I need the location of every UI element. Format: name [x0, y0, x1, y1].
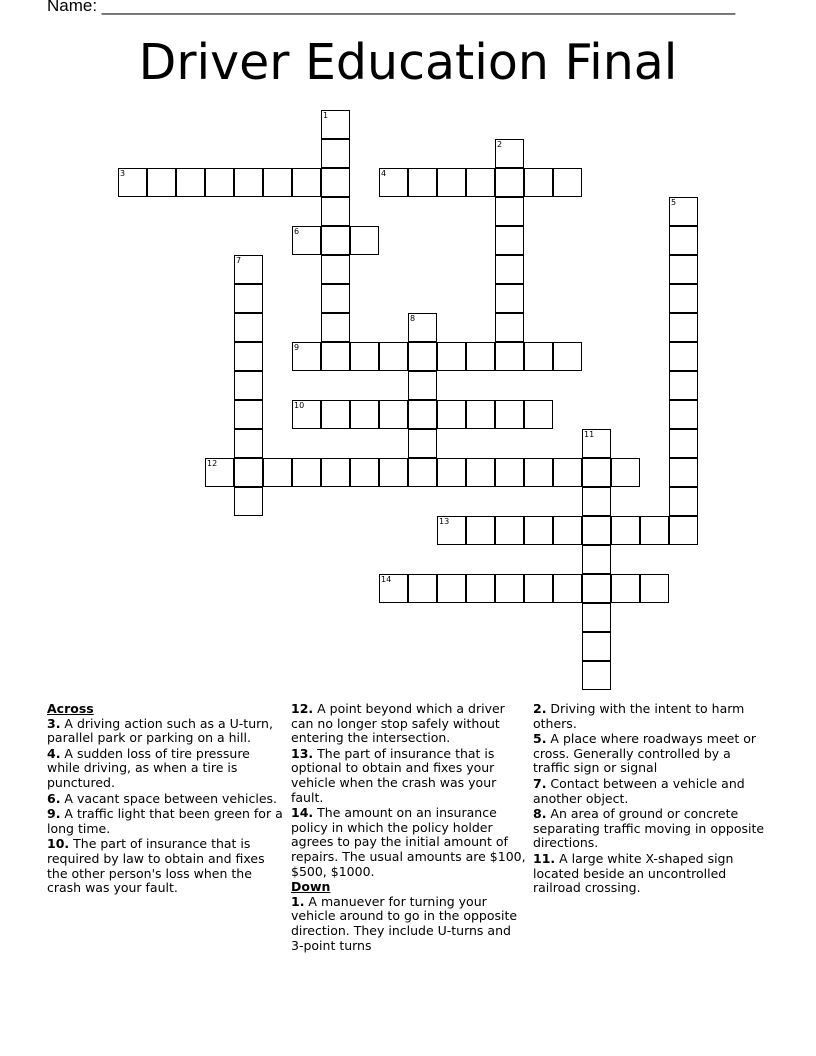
clue-down-11 — [533, 852, 769, 896]
crossword-cell[interactable] — [553, 342, 582, 371]
crossword-cell[interactable] — [408, 458, 437, 487]
crossword-cell[interactable] — [669, 197, 698, 226]
cell-number: 10 — [294, 401, 305, 410]
clue-number: 5. — [533, 731, 547, 747]
crossword-cell[interactable] — [350, 400, 379, 429]
crossword-cell[interactable] — [234, 400, 263, 429]
clue-text: A large white X-shaped sign located beside an uncontrolled railroad crossing. — [533, 850, 734, 896]
clue-down-8 — [533, 807, 769, 851]
crossword-cell[interactable] — [408, 313, 437, 342]
clue-text: Contact between a vehicle and another object. — [533, 775, 745, 806]
crossword-cell[interactable] — [669, 313, 698, 342]
cell-number: 4 — [381, 169, 387, 178]
crossword-cell[interactable] — [321, 110, 350, 139]
clue-text: A sudden loss of tire pressure while driving, as when a tire is punctured. — [47, 745, 250, 790]
crossword-cell[interactable] — [582, 632, 611, 661]
crossword-cell[interactable] — [495, 574, 524, 603]
crossword-cell[interactable] — [437, 458, 466, 487]
clue-text: A driving action such as a U-turn, parallel park or parking on a hill. — [47, 715, 273, 746]
crossword-cell[interactable] — [321, 400, 350, 429]
cell-number: 13 — [439, 517, 450, 526]
crossword-cell[interactable] — [582, 545, 611, 574]
crossword-cell[interactable] — [524, 574, 553, 603]
crossword-cell[interactable] — [669, 458, 698, 487]
crossword-cell[interactable] — [408, 400, 437, 429]
crossword-cell[interactable] — [495, 139, 524, 168]
crossword-cell[interactable] — [234, 429, 263, 458]
crossword-cell[interactable] — [292, 226, 321, 255]
crossword-cell[interactable] — [234, 342, 263, 371]
crossword-cell[interactable] — [495, 313, 524, 342]
crossword-cell[interactable] — [437, 168, 466, 197]
crossword-cell[interactable] — [669, 342, 698, 371]
clue-number: 10. — [47, 836, 70, 852]
crossword-cell[interactable] — [205, 168, 234, 197]
crossword-cell[interactable] — [292, 458, 321, 487]
crossword-cell[interactable] — [495, 255, 524, 284]
crossword-cell[interactable] — [669, 429, 698, 458]
crossword-cell[interactable] — [524, 400, 553, 429]
crossword-cell[interactable] — [669, 255, 698, 284]
crossword-cell[interactable] — [263, 168, 292, 197]
crossword-cell[interactable] — [669, 226, 698, 255]
crossword-cell[interactable] — [321, 284, 350, 313]
crossword-cell[interactable] — [350, 458, 379, 487]
clue-across-4 — [47, 747, 283, 791]
crossword-cell[interactable] — [611, 516, 640, 545]
crossword-cell[interactable] — [495, 168, 524, 197]
cell-number: 5 — [671, 198, 677, 207]
crossword-cell[interactable] — [321, 458, 350, 487]
cell-number: 7 — [236, 256, 242, 265]
crossword-cell[interactable] — [234, 255, 263, 284]
clue-text: A manuever for turning your vehicle around to go in the opposite direction. They include U-turns and 3-point turns — [291, 893, 518, 953]
crossword-cell[interactable] — [582, 487, 611, 516]
crossword-cell[interactable] — [408, 371, 437, 400]
clue-number: 8. — [533, 806, 547, 822]
crossword-cell[interactable] — [292, 400, 321, 429]
clue-text: Driving with the intent to harm others. — [533, 701, 745, 731]
crossword-cell[interactable] — [350, 342, 379, 371]
clue-number: 14. — [291, 805, 314, 821]
crossword-cell[interactable] — [495, 458, 524, 487]
crossword-cell[interactable] — [669, 516, 698, 545]
crossword-cell[interactable] — [495, 342, 524, 371]
crossword-cell[interactable] — [234, 487, 263, 516]
crossword-cell[interactable] — [553, 168, 582, 197]
crossword-cell[interactable] — [321, 197, 350, 226]
clue-column-3 — [533, 702, 769, 897]
crossword-cell[interactable] — [437, 574, 466, 603]
clue-text: An area of ground or concrete separating traffic moving in opposite directions. — [533, 806, 765, 851]
clue-column-2 — [291, 702, 527, 954]
crossword-cell[interactable] — [524, 458, 553, 487]
crossword-cell[interactable] — [234, 313, 263, 342]
clue-number: 9. — [47, 806, 61, 822]
clue-number: 4. — [47, 745, 61, 761]
cell-number: 9 — [294, 343, 300, 352]
clue-across-13 — [291, 747, 527, 805]
crossword-cell[interactable] — [640, 516, 669, 545]
crossword-cell[interactable] — [466, 168, 495, 197]
crossword-cell[interactable] — [582, 429, 611, 458]
across-heading: Across — [47, 701, 94, 716]
clue-down-7 — [533, 777, 769, 806]
clue-text: The part of insurance that is required by law to obtain and fixes the other person's loss when the crash was your fault. — [47, 836, 265, 896]
crossword-cell[interactable] — [466, 400, 495, 429]
crossword-cell[interactable] — [669, 400, 698, 429]
crossword-cell[interactable] — [611, 458, 640, 487]
crossword-cell[interactable] — [553, 458, 582, 487]
crossword-cell[interactable] — [495, 284, 524, 313]
clue-text: A point beyond which a driver can no longer stop safely without entering the intersection. — [291, 701, 505, 746]
crossword-cell[interactable] — [408, 342, 437, 371]
crossword-cell[interactable] — [408, 429, 437, 458]
clue-number: 6. — [47, 790, 61, 806]
cell-number: 2 — [497, 140, 503, 149]
crossword-cell[interactable] — [495, 197, 524, 226]
clue-across-14 — [291, 806, 527, 879]
name-label: Name: — [47, 0, 102, 15]
clue-number: 2. — [533, 701, 547, 716]
cell-number: 8 — [410, 314, 416, 323]
crossword-cell[interactable] — [495, 516, 524, 545]
crossword-cell[interactable] — [553, 516, 582, 545]
crossword-cell[interactable] — [118, 168, 147, 197]
crossword-cell[interactable] — [234, 168, 263, 197]
crossword-cell[interactable] — [234, 458, 263, 487]
cell-number: 12 — [207, 459, 218, 468]
crossword-cell[interactable] — [437, 342, 466, 371]
cell-number: 1 — [323, 111, 329, 120]
crossword-cell[interactable] — [321, 139, 350, 168]
crossword-cell[interactable] — [292, 168, 321, 197]
clue-across-12 — [291, 702, 527, 746]
crossword-cell[interactable] — [495, 226, 524, 255]
crossword-cell[interactable] — [669, 284, 698, 313]
clue-text: A traffic light that been green for a long time. — [47, 806, 283, 836]
crossword-cell[interactable] — [321, 342, 350, 371]
crossword-cell[interactable] — [234, 284, 263, 313]
clue-across-3 — [47, 717, 283, 746]
clue-number: 11. — [533, 850, 556, 866]
clue-number: 7. — [533, 775, 547, 791]
crossword-cell[interactable] — [205, 458, 234, 487]
crossword-cell[interactable] — [437, 516, 466, 545]
crossword-cell[interactable] — [611, 574, 640, 603]
clue-number: 13. — [291, 745, 314, 761]
crossword-cell[interactable] — [466, 574, 495, 603]
crossword-cell[interactable] — [495, 400, 524, 429]
cell-number: 6 — [294, 227, 300, 236]
crossword-cell[interactable] — [379, 168, 408, 197]
crossword-cell[interactable] — [234, 371, 263, 400]
cell-number: 14 — [381, 575, 392, 584]
crossword-cell[interactable] — [524, 516, 553, 545]
crossword-cell[interactable] — [582, 516, 611, 545]
crossword-cell[interactable] — [582, 603, 611, 632]
crossword-cell[interactable] — [292, 342, 321, 371]
crossword-cell[interactable] — [582, 661, 611, 690]
crossword-cell[interactable] — [524, 168, 553, 197]
clue-text: The part of insurance that is optional to obtain and fixes your vehicle when the crash was your fault. — [291, 745, 497, 805]
crossword-cell[interactable] — [553, 574, 582, 603]
clue-down-1 — [291, 895, 527, 953]
clue-across-9 — [47, 807, 283, 836]
crossword-cell[interactable] — [379, 574, 408, 603]
crossword-cell[interactable] — [379, 400, 408, 429]
clue-across-10 — [47, 837, 283, 895]
crossword-cell[interactable] — [466, 458, 495, 487]
crossword-cell[interactable] — [350, 226, 379, 255]
crossword-cell[interactable] — [147, 168, 176, 197]
clue-column-1 — [47, 702, 283, 897]
clue-text: The amount on an insurance policy in which the policy holder agrees to pay the initial amount of repairs. The usual amounts are $100, $500, $1000. — [291, 805, 526, 879]
crossword-cell[interactable] — [321, 168, 350, 197]
crossword-cell[interactable] — [379, 342, 408, 371]
crossword-cell[interactable] — [408, 574, 437, 603]
crossword-cell[interactable] — [408, 168, 437, 197]
crossword-cell[interactable] — [437, 400, 466, 429]
crossword-cell[interactable] — [263, 458, 292, 487]
clue-down-5 — [533, 732, 769, 776]
crossword-cell[interactable] — [669, 371, 698, 400]
cell-number: 11 — [584, 430, 595, 439]
clue-number: 3. — [47, 715, 61, 731]
down-heading: Down — [291, 879, 331, 895]
crossword-cell[interactable] — [669, 487, 698, 516]
crossword-cell[interactable] — [321, 255, 350, 284]
clue-number: 12. — [291, 701, 314, 716]
clue-down-2 — [533, 702, 769, 731]
crossword-cell[interactable] — [466, 516, 495, 545]
page-title: Driver Education Final — [138, 34, 678, 91]
crossword-cell[interactable] — [640, 574, 669, 603]
cell-number: 3 — [120, 169, 126, 178]
crossword-cell[interactable] — [466, 342, 495, 371]
crossword-cell[interactable] — [176, 168, 205, 197]
clue-number: 1. — [291, 893, 305, 909]
crossword-cell[interactable] — [582, 574, 611, 603]
clue-text: A place where roadways meet or cross. Generally controlled by a traffic sign or signal — [533, 731, 757, 776]
crossword-cell[interactable] — [582, 458, 611, 487]
clue-across-6 — [47, 792, 283, 807]
clue-text: A vacant space between vehicles. — [60, 790, 278, 806]
crossword-cell[interactable] — [379, 458, 408, 487]
crossword-cell[interactable] — [321, 226, 350, 255]
name-underline[interactable]: ___________________________________________________________________ — [101, 0, 736, 15]
crossword-cell[interactable] — [524, 342, 553, 371]
crossword-cell[interactable] — [321, 313, 350, 342]
